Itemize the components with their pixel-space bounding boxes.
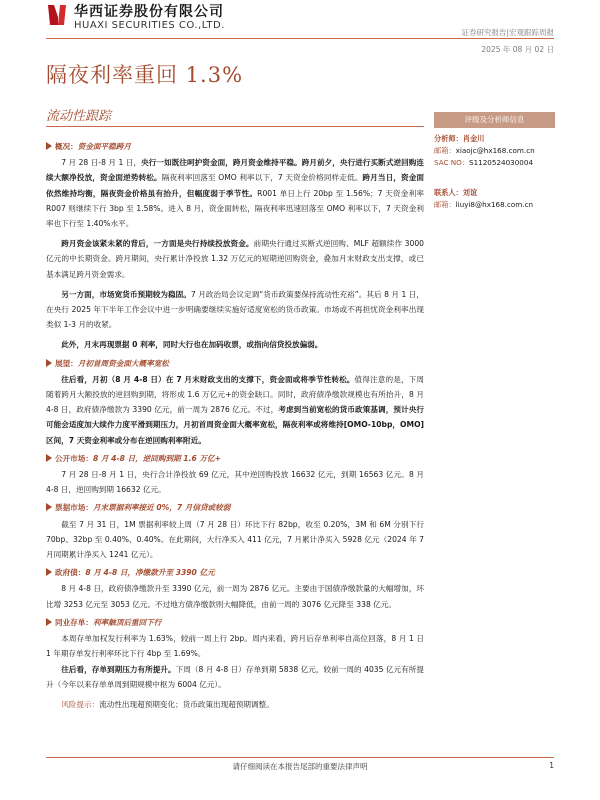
page-number: 1 bbox=[549, 761, 554, 770]
analyst-sac: S1120524030004 bbox=[469, 158, 534, 167]
header-divider bbox=[46, 38, 554, 39]
company-name-en: HUAXI SECURITIES CO.,LTD. bbox=[74, 20, 225, 31]
footer-disclaimer[interactable]: 请仔细阅读在本报告尾部的重要法律声明 bbox=[232, 762, 368, 771]
paragraph-expectation: 另一方面，市场宽货币预期较为稳固。7 月政治局会议定调“货币政策要保持流动性充裕”。其后 8 月 1 日，在央行 2025 年下半年工作会议中进一步明确要继续实施好适度宽松的货币政策。市场或不再担忧资金利率出现类似 1-3 月的收紧。 bbox=[46, 289, 424, 330]
paragraph-overview: 7 月 28 日-8 月 1 日，央行一如既往呵护资金面，跨月资金维持平稳。跨月前夕，央行进行买断式逆回购连续大额净投放，资金面逆势转松。隔夜利率回落至 OMO 利率以下，7 天资金价格同样走低。跨月当日，资金面依然维持均衡，隔夜资金价格虽有抬升，但幅度弱于季节性。R001 单日上行 20bp 至 1.56%；7 天资金利率 R007 则继续下行 3bp 至 1.58%。进入 8 月，资金面转松，隔夜利率迅速回落至 OMO 利率以下，7 天资金利率也下行至 1.40%水平。 bbox=[46, 158, 425, 229]
heading-overview: 概况：资金面平稳跨月 bbox=[46, 139, 424, 154]
section-title: 流动性跟踪 bbox=[46, 109, 112, 124]
paragraph-outlook: 往后看，月初（8 月 4-8 日）在 7 月末财政支出的支撑下，资金面或将季节性转松。值得注意的是，下周随着跨月大额投放的逆回购到期，将形成 1.6 万亿元+的资金缺口。同时，政府债净缴款规模也有所抬升，8 月 4-8 日，政府债净缴款为 3390 亿元，前一周为 2876 亿元。不过，考虑到当前宽松的货币政策基调，预计央行可能会适度加大续作力度平滑到期压力，月初首周资金面大概率宽松，隔夜利率或将维持[OMO-10bp，OMO]区间，7 天资金利率或分布在逆回购利率附近。 bbox=[46, 374, 425, 445]
bullet-icon bbox=[46, 503, 52, 511]
company-name-cn: 华西证券股份有限公司 bbox=[74, 4, 224, 20]
risk-warning: 风险提示：流动性出现超预期变化；货币政策出现超预期调整。 bbox=[61, 699, 274, 709]
huaxi-logo-icon bbox=[46, 3, 68, 27]
bullet-icon bbox=[46, 618, 52, 626]
heading-outlook: 展望：月初首周资金面大概率宽松 bbox=[46, 356, 424, 371]
bullet-icon bbox=[46, 568, 52, 576]
analyst-email[interactable]: xiaojc@hx168.com.cn bbox=[455, 146, 535, 155]
paragraph-bill-market: 截至 7 月 31 日，1M 票据利率较上周（7 月 28 日）环比下行 82bp，收至 0.20%，3M 和 6M 分别下行 70bp、32bp 至 0.40%、0.40%。在此期间，大行净买入 411 亿元，7 月累计净买入 5928 亿元（2024 年 7 月同期累计净买入 1241 亿元）。 bbox=[46, 519, 424, 560]
report-body bbox=[46, 136, 424, 712]
bullet-icon bbox=[46, 142, 52, 150]
paragraph-ncd-outlook: 往后看，存单到期压力有所提升。下周（8 月 4-8 日）存单到期 5838 亿元，较前一周的 4035 亿元有所提升（今年以来存单单周到期规模中枢为 6004 亿元）。 bbox=[46, 664, 424, 689]
paragraph-open-market: 7 月 28 日-8 月 1 日，央行合计净投放 69 亿元，其中逆回购投放 16632 亿元，到期 16563 亿元。8 月 4-8 日，逆回购到期 16632 亿元。 bbox=[46, 470, 424, 495]
paragraph-ncd: 本周存单加权发行利率为 1.63%，较前一周上行 2bp。周内来看，跨月后存单利率自高位回落，8 月 1 日 1 年期存单发行利率环比下行 4bp 至 1.69%。 bbox=[46, 634, 424, 659]
bullet-icon bbox=[46, 359, 52, 367]
analyst-info-heading: 评级及分析师信息 bbox=[434, 112, 555, 128]
paragraph-injection: 跨月资金该紧未紧的背后，一方面是央行持续投放资金。前期央行通过买断式逆回购、MLF 超额续作 3000 亿元的中长期资金。跨月期间，央行累计净投放 1.32 万亿元的短期逆回购资金，叠加月末财政支出支撑，或已基本满足跨月资金需求。 bbox=[46, 239, 424, 279]
bullet-icon bbox=[46, 454, 52, 462]
heading-government-bonds: 政府债：8 月 4-8 日，净缴款升至 3390 亿元 bbox=[46, 565, 424, 580]
analyst-sac-label: SAC NO： bbox=[434, 158, 470, 167]
contact-name: 联系人：刘谊 bbox=[434, 188, 478, 197]
page-title: 隔夜利率重回 1.3% bbox=[46, 63, 244, 87]
footer-divider bbox=[46, 757, 554, 758]
heading-bill-market: 票据市场：月末票据利率接近 0%，7 月信贷或较弱 bbox=[46, 500, 424, 515]
paragraph-government-bonds: 8 月 4-8 日，政府债净缴款升至 3390 亿元，前一周为 2876 亿元。主要由于国债净缴款量的大幅增加，环比增 3253 亿元至 3053 亿元。不过地方债净缴款则大幅降低，由前一周的 3076 亿元降至 338 亿元。 bbox=[46, 584, 424, 609]
analyst-email-label: 邮箱： bbox=[434, 146, 456, 155]
heading-open-market: 公开市场：8 月 4-8 日，逆回购到期 1.6 万亿+ bbox=[46, 451, 424, 466]
paragraph-bills: 此外，月末再现票据 0 利率，同时大行也在加码收票，或指向信贷投放偏弱。 bbox=[61, 340, 323, 350]
analyst-name: 分析师：肖金川 bbox=[434, 134, 485, 143]
contact-email-label: 邮箱： bbox=[434, 200, 456, 209]
heading-ncd: 同业存单：利率触顶后重回下行 bbox=[46, 615, 424, 630]
section-divider bbox=[46, 126, 424, 127]
report-type: 证券研究报告|宏观跟踪周报 bbox=[461, 28, 554, 37]
contact-email[interactable]: liuyi8@hx168.com.cn bbox=[455, 200, 534, 209]
analyst-info-panel bbox=[434, 112, 555, 211]
report-date: 2025 年 08 月 02 日 bbox=[481, 45, 554, 54]
